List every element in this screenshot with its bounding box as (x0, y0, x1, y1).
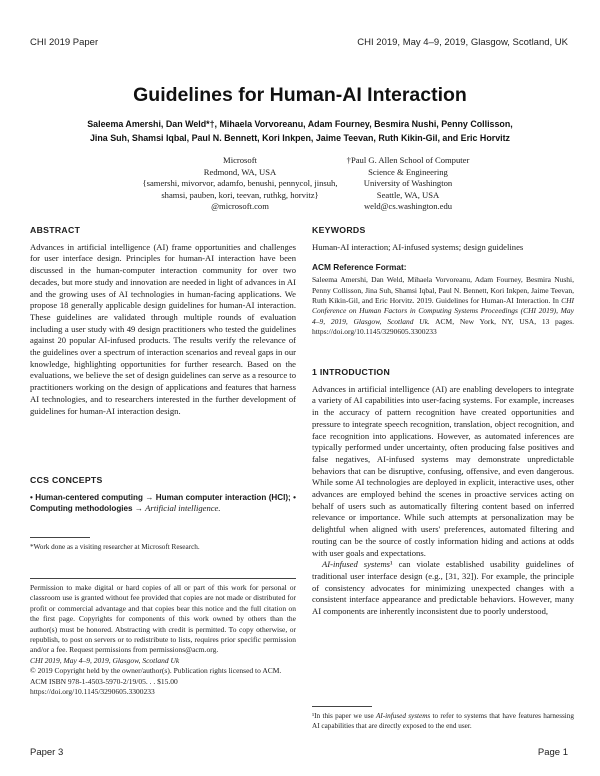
affiliation-line: Redmond, WA, USA (203, 166, 277, 177)
affiliation-uw (318, 155, 498, 213)
footer-page-number: Page 1 (537, 747, 568, 758)
intro-paragraph-text: ¹ can violate established usability guidelines of traditional user interface design (e.g., [31, 32]). For example, the principle of consistency advocates for minimizing unexpected changes with a consistent interface appearance and predictable behaviors. However, many AI components are inherently inconsistent due to poorly understood, (312, 559, 575, 617)
intro-term: AI-infused systems (322, 559, 391, 570)
affiliation-line: weld@cs.washington.edu (363, 201, 453, 212)
footnote-rule (30, 537, 90, 538)
permission-copyright: © 2019 Copyright held by the owner/author(s). Publication rights licensed to ACM. (30, 666, 282, 676)
reference-format-text (312, 275, 574, 337)
footnote-star-block (30, 537, 296, 552)
keywords-text: Human-AI interaction; AI-infused systems; design guidelines (312, 241, 524, 252)
introduction-paragraph-2 (312, 559, 574, 618)
affiliation-line: †Paul G. Allen School of Computer (346, 155, 470, 165)
affiliation-line: University of Washington (363, 178, 453, 189)
permission-conference: CHI 2019, May 4–9, 2019, Glasgow, Scotland Uk (30, 655, 180, 665)
author-list (60, 118, 540, 145)
ccs-section (30, 475, 296, 515)
ccs-heading: CCS CONCEPTS (30, 475, 103, 485)
permission-rule (30, 578, 296, 579)
reference-format-heading: ACM Reference Format: (312, 262, 407, 273)
footnote-1-pre: ¹In this paper we use (312, 712, 376, 720)
footnote-1-block (312, 706, 574, 731)
reference-venue: CHI Conference on Human Factors in Computing Systems Proceedings (CHI 2019), May 4–9, 2019, Glasgow, Scotland Uk. (312, 295, 574, 326)
ccs-concept-ai: Artificial intelligence. (145, 503, 221, 514)
affiliation-microsoft (130, 155, 350, 213)
affiliation-line: Seattle, WA, USA (376, 189, 440, 200)
abstract-section (30, 225, 296, 417)
author-line: Saleema Amershi, Dan Weld*†, Mihaela Vorvoreanu, Adam Fourney, Besmira Nushi, Penny Collisson, (87, 119, 513, 129)
affiliation-line: Science & Engineering (368, 166, 448, 177)
affiliation-line: shamsi, pauben, kori, teevan, ruthkg, horvitz} (161, 189, 319, 200)
introduction-heading: 1 INTRODUCTION (312, 367, 391, 377)
footnote-star: *Work done as a visiting researcher at Microsoft Research. (30, 543, 200, 551)
keywords-heading: KEYWORDS (312, 225, 366, 235)
abstract-heading: ABSTRACT (30, 225, 81, 235)
footnote-1-post: to refer to systems that have features harnessing AI capabilities that are directly exposed to the end user. (312, 712, 574, 730)
footer-paper-number: Paper 3 (30, 747, 64, 758)
abstract-text: Advances in artificial intelligence (AI) frame opportunities and challenges for user interface design. Principles for human-AI interaction have been discussed in the human-computer interaction community for over two decades, but more study and innovation are needed in light of advances in AI and the growing uses of AI technologies in human-facing applications. We propose 18 generally applicable design guidelines for human-AI interaction. These guidelines are validated through multiple rounds of evaluation including a user study with 49 design practitioners who tested the guidelines against 20 popular AI-infused products. The results verify the relevance of the guidelines over a spectrum of interaction scenarios and reveal gaps in our knowledge, highlighting opportunities for further research. Based on the evaluations, we believe the set of design guidelines can serve as a resource to practitioners working on the design of applications and features that harness AI technologies, and to researchers interested in the further development of guidelines for human-AI interaction design. (30, 241, 296, 416)
introduction-section (312, 367, 574, 618)
affiliation-line: Microsoft (223, 155, 257, 165)
paper-title: Guidelines for Human-AI Interaction (133, 84, 467, 106)
permission-isbn: ACM ISBN 978-1-4503-5970-2/19/05. . . $15.00 (30, 676, 178, 686)
permission-block (30, 578, 296, 697)
permission-doi: https://doi.org/10.1145/3290605.3300233 (30, 687, 155, 697)
ccs-concepts: • Human-centered computing → Human computer interaction (HCI); • Computing methodologies → (30, 492, 296, 514)
affiliation-line: @microsoft.com (211, 201, 269, 212)
introduction-paragraph-1: Advances in artificial intelligence (AI) are enabling developers to integrate a variety of AI capabilities into user-facing systems. For example, increases in the accuracy of pattern recognition have created opportunities and pressure to integrate speech recognition, translation, object recognition, and face recognition into applications. However, as automated inferences are typically performed under uncertainty, often producing false positives and false negatives, AI-infused systems may demonstrate unpredictable behaviors that can be disruptive, confusing, offensive, and even dangerous. While some AI technologies are deployed in explicit, interactive uses, other advances are employed behind the scenes in proactive services acting on behalf of users such as automatically filtering content based on inferred relevance or importance. While such attempts at personalization may be delightful when aligned with users' preferences, automated filtering and routing can be the source of costly information hiding and actions at odds with user goals and expectations. (312, 383, 574, 558)
reference-text: Saleema Amershi, Dan Weld, Mihaela Vorvoreanu, Adam Fourney, Besmira Nushi, Penny Collisson, Jina Suh, Shamsi Iqbal, Paul N. Bennett, Kori Inkpen, Jaime Teevan, Ruth Kikin-Gil, and Eric Horvitz. 2019. Guidelines for Human-AI Interaction. In (312, 275, 574, 305)
affiliation-line: {samershi, mivorvor, adamfo, benushi, pennycol, jinsuh, (142, 178, 338, 189)
footnote-1-term: AI-infused systems (375, 712, 431, 720)
author-line: Jina Suh, Shamsi Iqbal, Paul N. Bennett, Kori Inkpen, Jaime Teevan, Ruth Kikin-Gil, and Eric Horvitz (89, 132, 510, 143)
running-header-right: CHI 2019, May 4–9, 2019, Glasgow, Scotland, UK (357, 37, 568, 48)
running-header-left: CHI 2019 Paper (30, 37, 99, 48)
permission-text: Permission to make digital or hard copies of all or part of this work for personal or classroom use is granted without fee provided that copies are not made or distributed for profit or commercial advantage and that copies bear this notice and the full citation on the first page. Copyrights for components of this work owned by others than the author(s) must be honored. Abstracting with credit is permitted. To copy otherwise, or republish, to post on servers or to redistribute to lists, requires prior specific permission and/or a fee. Request permissions from permissions@acm.org. (30, 583, 296, 655)
reference-tail: ACM, New York, NY, USA, 13 pages. https://doi.org/10.1145/3290605.3300233 (312, 316, 575, 337)
footnote-rule (312, 706, 372, 707)
keywords-section (312, 225, 574, 338)
